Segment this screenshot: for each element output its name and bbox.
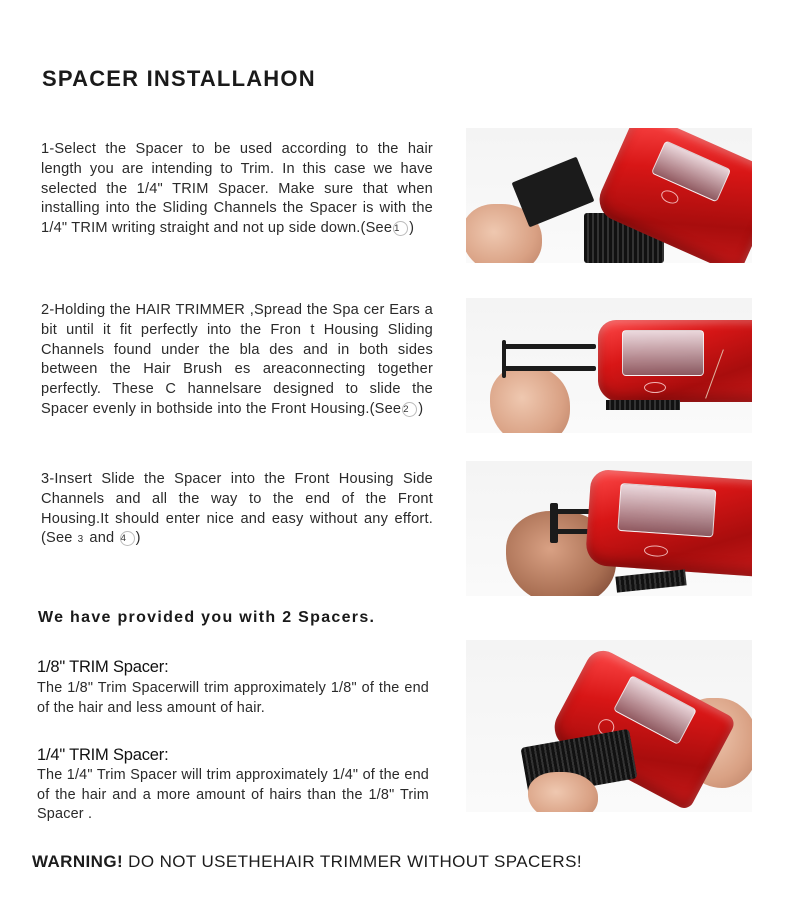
step-3-text [41, 470, 433, 550]
spacer-1-4-description: The 1/4" Trim Spacer will trim approximately 1/4" of the end of the hair and a more amount of hairs than the 1/8" Trim Spacer . [37, 767, 429, 823]
spacer-1-4-heading: 1/4" TRIM Spacer: [37, 746, 169, 764]
trimmer-body-image [585, 469, 752, 577]
spacer-arm-bottom [504, 366, 596, 371]
figure-ref-3: 3 [77, 534, 84, 546]
figure-ref-1-icon: 1 [393, 221, 408, 236]
figure-ref-4-icon: 4 [120, 531, 135, 546]
step-1-text [41, 140, 433, 239]
step-3-body: 3-Insert Slide the Spacer into the Front Housing Side Channels and all the way to the end of the Front Housing.It should enter nice and easy without any effort.(See [41, 471, 433, 547]
step-3-close: ) [135, 530, 141, 547]
spacer-1-8-heading: 1/8" TRIM Spacer: [37, 658, 169, 676]
spacer-arm-top [504, 344, 596, 349]
spacer-1-8-description: The 1/8" Trim Spacerwill trim approximately 1/8" of the end of the hair and less amount of hair. [37, 680, 429, 716]
step-2-body: 2-Holding the HAIR TRIMMER ,Spread the Spa cer Ears a bit until it fit perfectly into the Fron t Housing Sliding Channels found under the bla des and in both sides between the Hair Brush es areaconnecting together perfectly. These C hannelsare designed to slide the Spacer evenly in bothside into the Front Housing.(See [41, 302, 433, 417]
photo-step-2 [466, 298, 752, 433]
step-1-body: 1-Select the Spacer to be used according to the hair length you are intending to Trim. In this case we have selected the 1/4" TRIM Spacer. Make sure that when installing into the Sliding Channels the Spacer is with the 1/4" TRIM writing straight and not up side down.(See [41, 141, 433, 237]
warning-text [32, 851, 582, 872]
warning-message: DO NOT USETHEHAIR TRIMMER WITHOUT SPACERS! [123, 852, 582, 871]
photo-step-4 [466, 640, 752, 812]
figure-ref-2-icon: 2 [402, 402, 417, 417]
provided-heading: We have provided you with 2 Spacers. [38, 609, 376, 626]
page-title: SPACER INSTALLAHON [42, 66, 316, 91]
warning-label: WARNING! [32, 852, 124, 871]
photo-step-1 [466, 128, 752, 263]
step-2-close: ) [418, 400, 424, 417]
step-2-text [41, 301, 433, 420]
comb-image [606, 400, 680, 410]
photo-step-3 [466, 461, 752, 596]
trimmer-body-image [598, 320, 752, 402]
comb-image [615, 569, 686, 592]
step-3-and: and [89, 530, 115, 547]
step-1-close: ) [409, 220, 415, 237]
